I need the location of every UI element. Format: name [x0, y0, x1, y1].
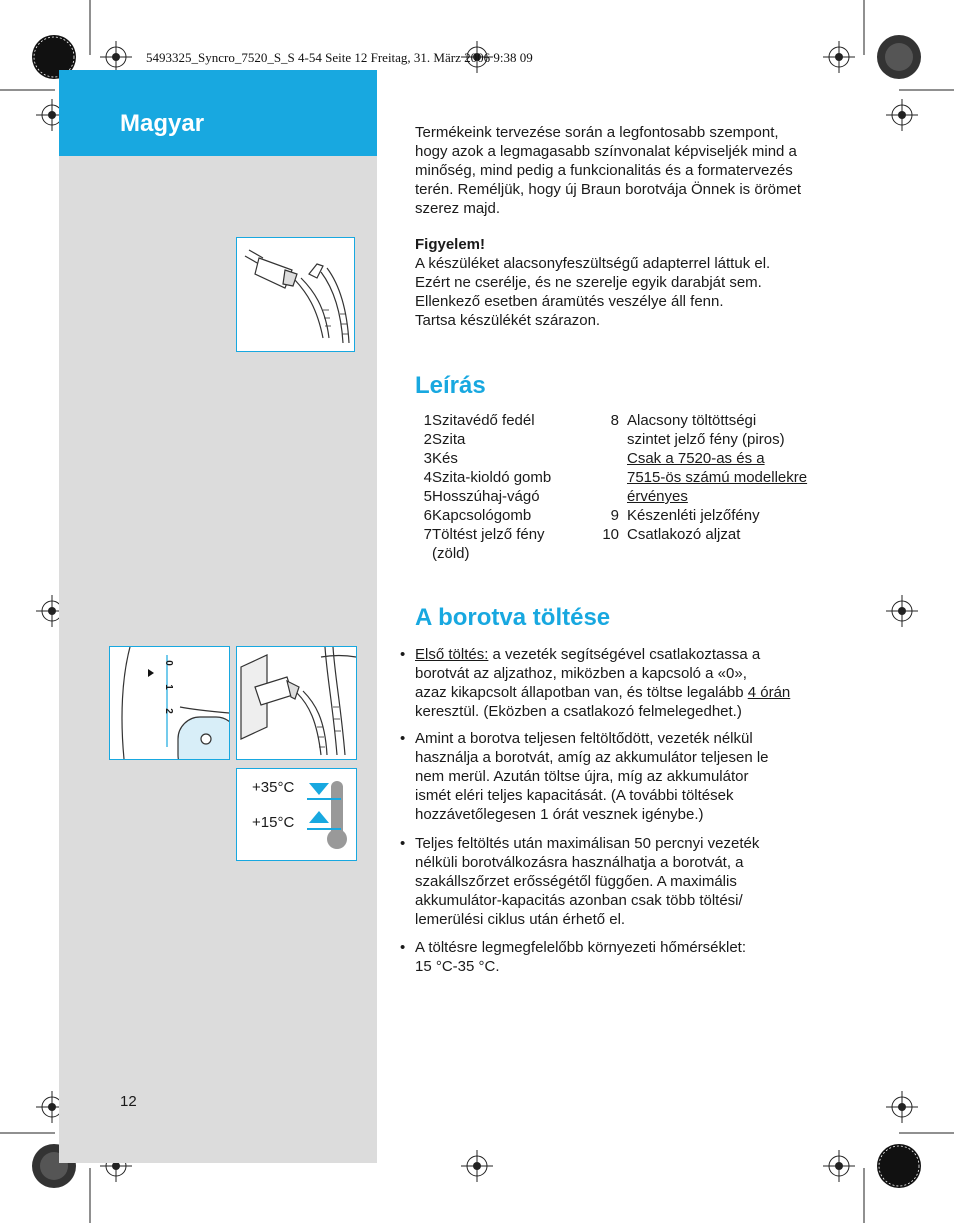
figure-temperature [236, 768, 357, 861]
warning-block [415, 235, 845, 330]
warning-line: Tartsa készülékét szárazon. [415, 312, 601, 329]
switch-label-0: 0 [163, 660, 174, 666]
switch-label-2: 2 [163, 708, 174, 714]
figure-shaver-switch [109, 646, 230, 760]
print-header: 5493325_Syncro_7520_S_S 4-54 Seite 12 Freitag, 31. März 2006 9:38 09 [146, 50, 533, 65]
model-note: Csak a 7520-as és a [627, 450, 765, 467]
intro-line: minőség, mind pedig a funkcionalitás és a formatervezés [415, 162, 793, 179]
switch-label-1: 1 [163, 684, 174, 690]
intro-line: hogy azok a legmagasabb színvonalat képviseljék mind a [415, 143, 797, 160]
warning-line: Ezért ne cserélje, és ne szerelje egyik darabját sem. [415, 274, 762, 291]
temp-low-label: +15°C [252, 814, 295, 831]
sidebar-column [59, 70, 377, 1163]
parts-list-left: 1 Szitavédő fedél 2 Szita 3 Kés 4 Szita-kioldó gomb 5 Hosszúhaj-vágó 6 Kapcsológomb 7 Töltést jelző fény (zöld) [423, 412, 552, 562]
intro-paragraph [415, 123, 845, 218]
language-title: Magyar [120, 110, 205, 137]
model-note: érvényes [627, 488, 688, 505]
charging-bullet-4: • A töltésre legmegfelelőbb környezeti hőmérséklet: 15 °C-35 °C. [400, 939, 747, 975]
parts-list-right: 8 Alacsony töltöttségi szintet jelző fény (piros) Csak a 7520-as és a 7515-ös számú modellekre érvényes 9 Készenléti jelzőfény 10 Csatlakozó aljzat [602, 412, 808, 543]
figure-plug-socket [236, 646, 357, 760]
warning-title: Figyelem! [415, 236, 486, 253]
charging-bullet-1: • Első töltés: a vezeték segítségével csatlakoztassa a borotvát az aljzathoz, miközben a kapcsoló a «0», azaz kikapcsolt állapotban van, és töltse legalább 4 órán keresztül. (Eközben a csatlakozó felmelegedhet.) [400, 646, 791, 720]
charging-bullet-2: • Amint a borotva teljesen feltöltődött, vezeték nélkül használja a borotvát, amíg az akkumulátor teljesen le nem merül. Azután töltse újra, míg az akkumulátor ismét eléri teljes kapacitását. (A további töltések hozzávetőlegesen 1 órát vesznek igénybe.) [400, 730, 769, 823]
temp-high-label: +35°C [252, 779, 295, 796]
charging-heading: A borotva töltése [415, 604, 611, 631]
plug-socket-illustration [237, 647, 356, 759]
description-heading: Leírás [415, 372, 486, 399]
language-banner [59, 70, 377, 156]
charging-bullet-3: • Teljes feltöltés után maximálisan 50 percnyi vezeték nélküli borotválkozásra használhatja a borotvát, a szakállszőrzet erősségétől függően. A maximális akkumulátor-kapacitás azonban csak több töltési/ lemerülési ciklus után érhető el. [400, 835, 760, 928]
warning-line: Ellenkező esetben áramütés veszélye áll fenn. [415, 293, 724, 310]
page-number: 12 [120, 1093, 137, 1110]
intro-line: terén. Reméljük, hogy új Braun borotvája Önnek is örömet [415, 181, 802, 198]
plug-cord-illustration [237, 238, 354, 351]
figure-plug-cord [236, 237, 355, 352]
thermometer-icon [305, 777, 355, 857]
model-note: 7515-ös számú modellekre [627, 469, 808, 486]
intro-line: Termékeink tervezése során a legfontosabb szempont, [415, 124, 779, 141]
warning-line: A készüléket alacsonyfeszültségű adapterrel láttuk el. [415, 255, 771, 272]
intro-line: szerez majd. [415, 200, 501, 217]
